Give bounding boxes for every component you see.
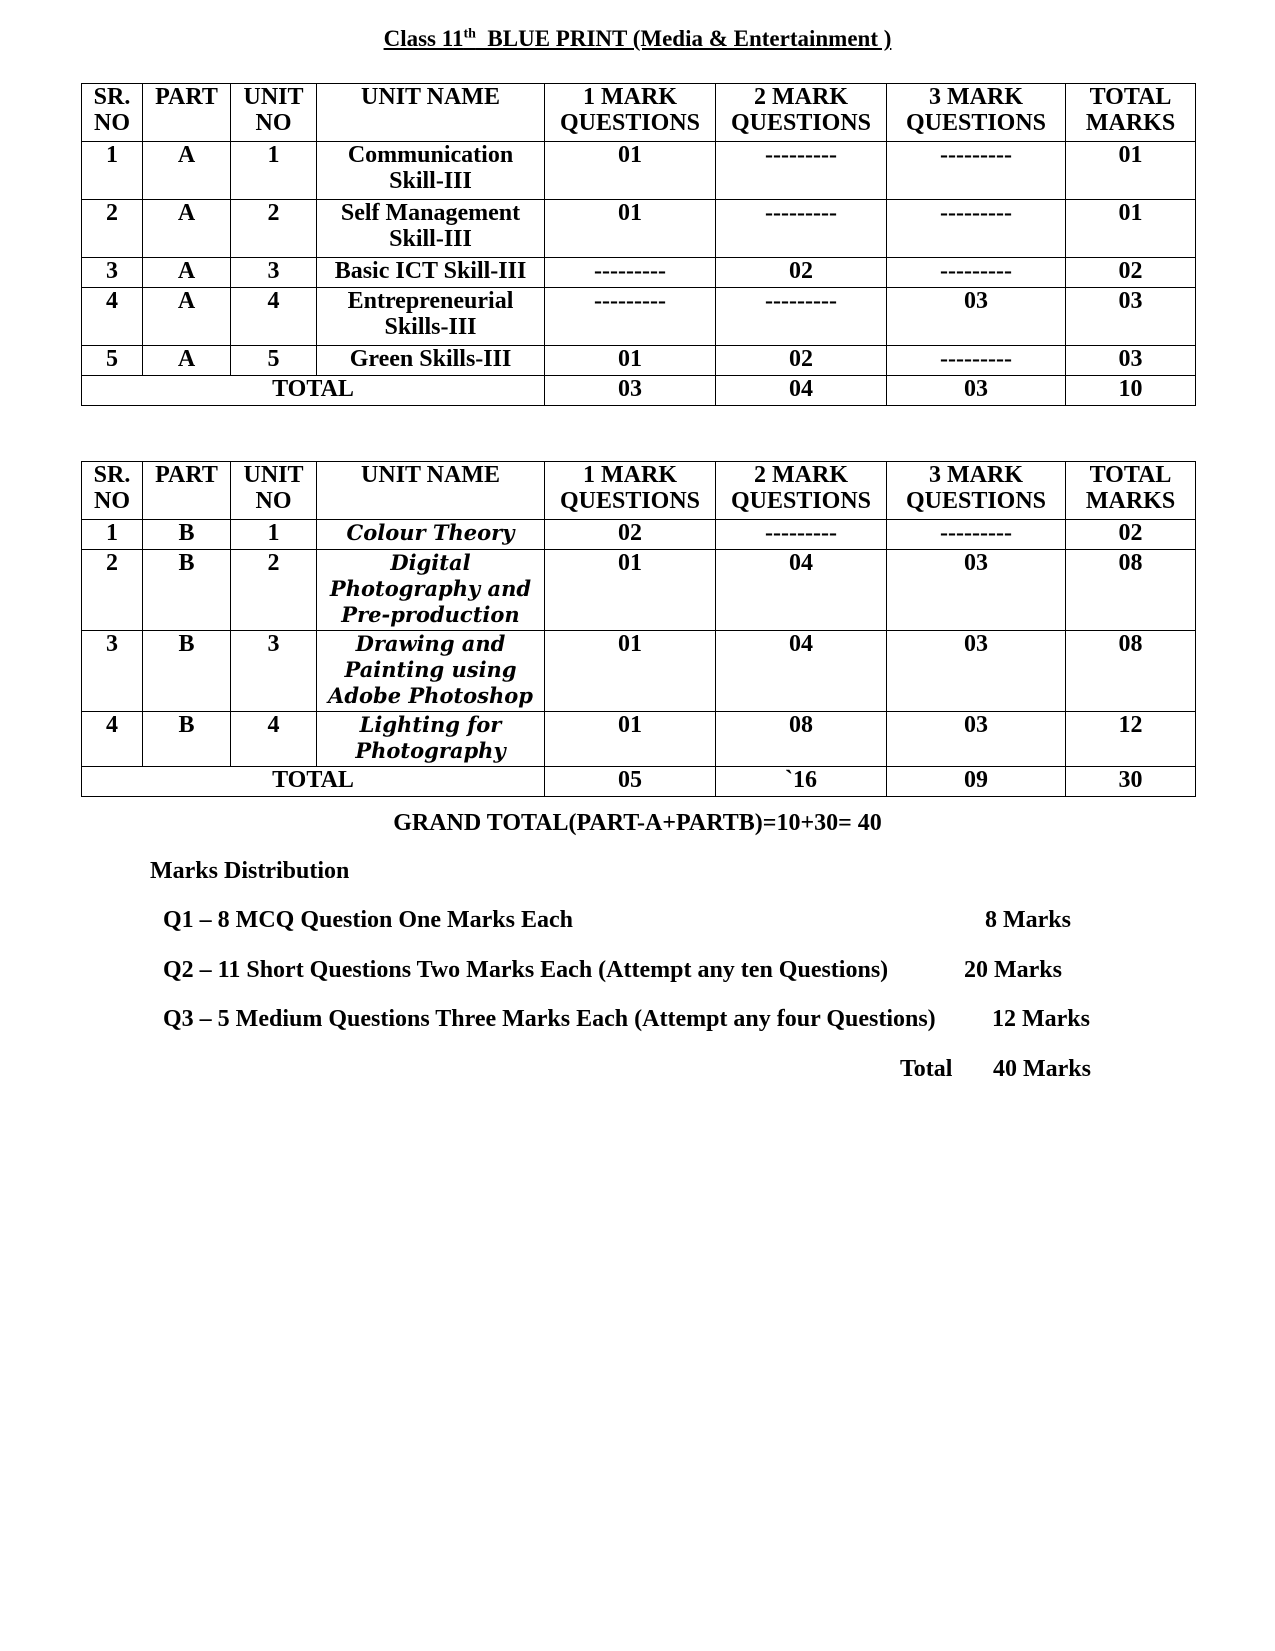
cell-unit: 2 <box>231 200 317 258</box>
cell-unit-name: Entrepreneurial Skills-III <box>317 288 545 346</box>
cell-total: 01 <box>1066 200 1196 258</box>
cell-unit-name: Drawing and Painting using Adobe Photoshop <box>317 631 545 712</box>
cell-1-mark: 01 <box>545 712 716 767</box>
cell-part: B <box>143 550 231 631</box>
header-part: PART <box>143 462 231 520</box>
cell-1-mark: --------- <box>545 288 716 346</box>
total-row <box>82 376 1196 406</box>
cell-3-mark: --------- <box>887 346 1066 376</box>
total-label: TOTAL <box>82 767 545 797</box>
cell-3-mark: 03 <box>887 288 1066 346</box>
header-total-marks: TOTAL MARKS <box>1066 462 1196 520</box>
cell-sr: 4 <box>82 712 143 767</box>
table-row <box>82 631 1196 712</box>
table-row <box>82 550 1196 631</box>
cell-part: A <box>143 258 231 288</box>
cell-total: 03 <box>1066 346 1196 376</box>
header-unit-name: UNIT NAME <box>317 84 545 142</box>
cell-total: 08 <box>1066 631 1196 712</box>
cell-3-mark: --------- <box>887 258 1066 288</box>
cell-3-mark: --------- <box>887 142 1066 200</box>
cell-sr: 3 <box>82 258 143 288</box>
header-unit-no: UNIT NO <box>231 84 317 142</box>
cell-part: A <box>143 200 231 258</box>
cell-part: B <box>143 631 231 712</box>
cell-part: A <box>143 142 231 200</box>
header-total-marks: TOTAL MARKS <box>1066 84 1196 142</box>
total-label: Total <box>900 1056 953 1082</box>
header-sr-no: SR. NO <box>82 462 143 520</box>
cell-total: 02 <box>1066 258 1196 288</box>
header-1-mark: 1 MARK QUESTIONS <box>545 462 716 520</box>
cell-sr: 5 <box>82 346 143 376</box>
header-1-mark: 1 MARK QUESTIONS <box>545 84 716 142</box>
table-row <box>82 258 1196 288</box>
cell-unit-name: Lighting for Photography <box>317 712 545 767</box>
cell-2-mark: --------- <box>716 142 887 200</box>
cell-sr: 1 <box>82 520 143 550</box>
cell-total: 02 <box>1066 520 1196 550</box>
table-row <box>82 200 1196 258</box>
cell-unit: 2 <box>231 550 317 631</box>
table-row <box>82 142 1196 200</box>
cell-2-mark: --------- <box>716 288 887 346</box>
table-row <box>82 288 1196 346</box>
cell-2-mark: --------- <box>716 520 887 550</box>
cell-3-mark: 03 <box>887 712 1066 767</box>
cell-1-mark: 01 <box>545 346 716 376</box>
cell-unit-name: Basic ICT Skill-III <box>317 258 545 288</box>
cell-sr: 2 <box>82 550 143 631</box>
cell-2-mark: --------- <box>716 200 887 258</box>
total-3-mark: 03 <box>887 376 1066 406</box>
header-row <box>82 84 1196 142</box>
header-2-mark: 2 MARK QUESTIONS <box>716 462 887 520</box>
header-sr-no: SR. NO <box>82 84 143 142</box>
cell-total: 01 <box>1066 142 1196 200</box>
cell-unit-name: Green Skills-III <box>317 346 545 376</box>
cell-sr: 1 <box>82 142 143 200</box>
q3-marks: 12 Marks <box>992 1006 1090 1032</box>
cell-3-mark: --------- <box>887 520 1066 550</box>
total-marks: 30 <box>1066 767 1196 797</box>
cell-2-mark: 02 <box>716 346 887 376</box>
q1-description: Q1 – 8 MCQ Question One Marks Each <box>163 907 574 933</box>
cell-unit-name: Self Management Skill-III <box>317 200 545 258</box>
table-row <box>82 346 1196 376</box>
q3-description: Q3 – 5 Medium Questions Three Marks Each (Attempt any four Questions) <box>163 1006 936 1032</box>
cell-2-mark: 04 <box>716 631 887 712</box>
total-3-mark: 09 <box>887 767 1066 797</box>
total-label: TOTAL <box>82 376 545 406</box>
cell-total: 12 <box>1066 712 1196 767</box>
cell-3-mark: --------- <box>887 200 1066 258</box>
marks-distribution-title: Marks Distribution <box>150 858 350 884</box>
cell-sr: 4 <box>82 288 143 346</box>
cell-part: A <box>143 288 231 346</box>
cell-part: B <box>143 712 231 767</box>
cell-1-mark: 01 <box>545 550 716 631</box>
header-3-mark: 3 MARK QUESTIONS <box>887 84 1066 142</box>
cell-total: 03 <box>1066 288 1196 346</box>
total-2-mark: `16 <box>716 767 887 797</box>
cell-2-mark: 08 <box>716 712 887 767</box>
cell-unit-name: Digital Photography and Pre-production <box>317 550 545 631</box>
cell-unit: 4 <box>231 288 317 346</box>
cell-1-mark: 01 <box>545 631 716 712</box>
q1-marks: 8 Marks <box>985 907 1071 933</box>
cell-sr: 2 <box>82 200 143 258</box>
total-2-mark: 04 <box>716 376 887 406</box>
cell-2-mark: 04 <box>716 550 887 631</box>
cell-part: A <box>143 346 231 376</box>
header-2-mark: 2 MARK QUESTIONS <box>716 84 887 142</box>
cell-2-mark: 02 <box>716 258 887 288</box>
header-3-mark: 3 MARK QUESTIONS <box>887 462 1066 520</box>
cell-1-mark: --------- <box>545 258 716 288</box>
cell-1-mark: 02 <box>545 520 716 550</box>
cell-unit: 4 <box>231 712 317 767</box>
total-1-mark: 05 <box>545 767 716 797</box>
header-row <box>82 462 1196 520</box>
header-part: PART <box>143 84 231 142</box>
cell-3-mark: 03 <box>887 631 1066 712</box>
cell-total: 08 <box>1066 550 1196 631</box>
cell-part: B <box>143 520 231 550</box>
table-row <box>82 520 1196 550</box>
total-marks-value: 40 Marks <box>993 1056 1091 1082</box>
header-unit-no: UNIT NO <box>231 462 317 520</box>
part-a-table <box>81 83 1196 406</box>
cell-unit-name: Communication Skill-III <box>317 142 545 200</box>
header-unit-name: UNIT NAME <box>317 462 545 520</box>
table-row <box>82 712 1196 767</box>
cell-unit: 1 <box>231 520 317 550</box>
cell-sr: 3 <box>82 631 143 712</box>
cell-1-mark: 01 <box>545 200 716 258</box>
page-title: Class 11th BLUE PRINT (Media & Entertainment ) <box>383 26 892 51</box>
cell-unit: 3 <box>231 631 317 712</box>
total-marks: 10 <box>1066 376 1196 406</box>
cell-unit-name: Colour Theory <box>317 520 545 550</box>
grand-total: GRAND TOTAL(PART-A+PARTB)=10+30= 40 <box>393 810 882 836</box>
total-1-mark: 03 <box>545 376 716 406</box>
cell-unit: 1 <box>231 142 317 200</box>
cell-unit: 5 <box>231 346 317 376</box>
total-row <box>82 767 1196 797</box>
q2-description: Q2 – 11 Short Questions Two Marks Each (Attempt any ten Questions) <box>163 957 889 983</box>
cell-1-mark: 01 <box>545 142 716 200</box>
part-b-table <box>81 461 1196 797</box>
cell-3-mark: 03 <box>887 550 1066 631</box>
cell-unit: 3 <box>231 258 317 288</box>
q2-marks: 20 Marks <box>964 957 1062 983</box>
